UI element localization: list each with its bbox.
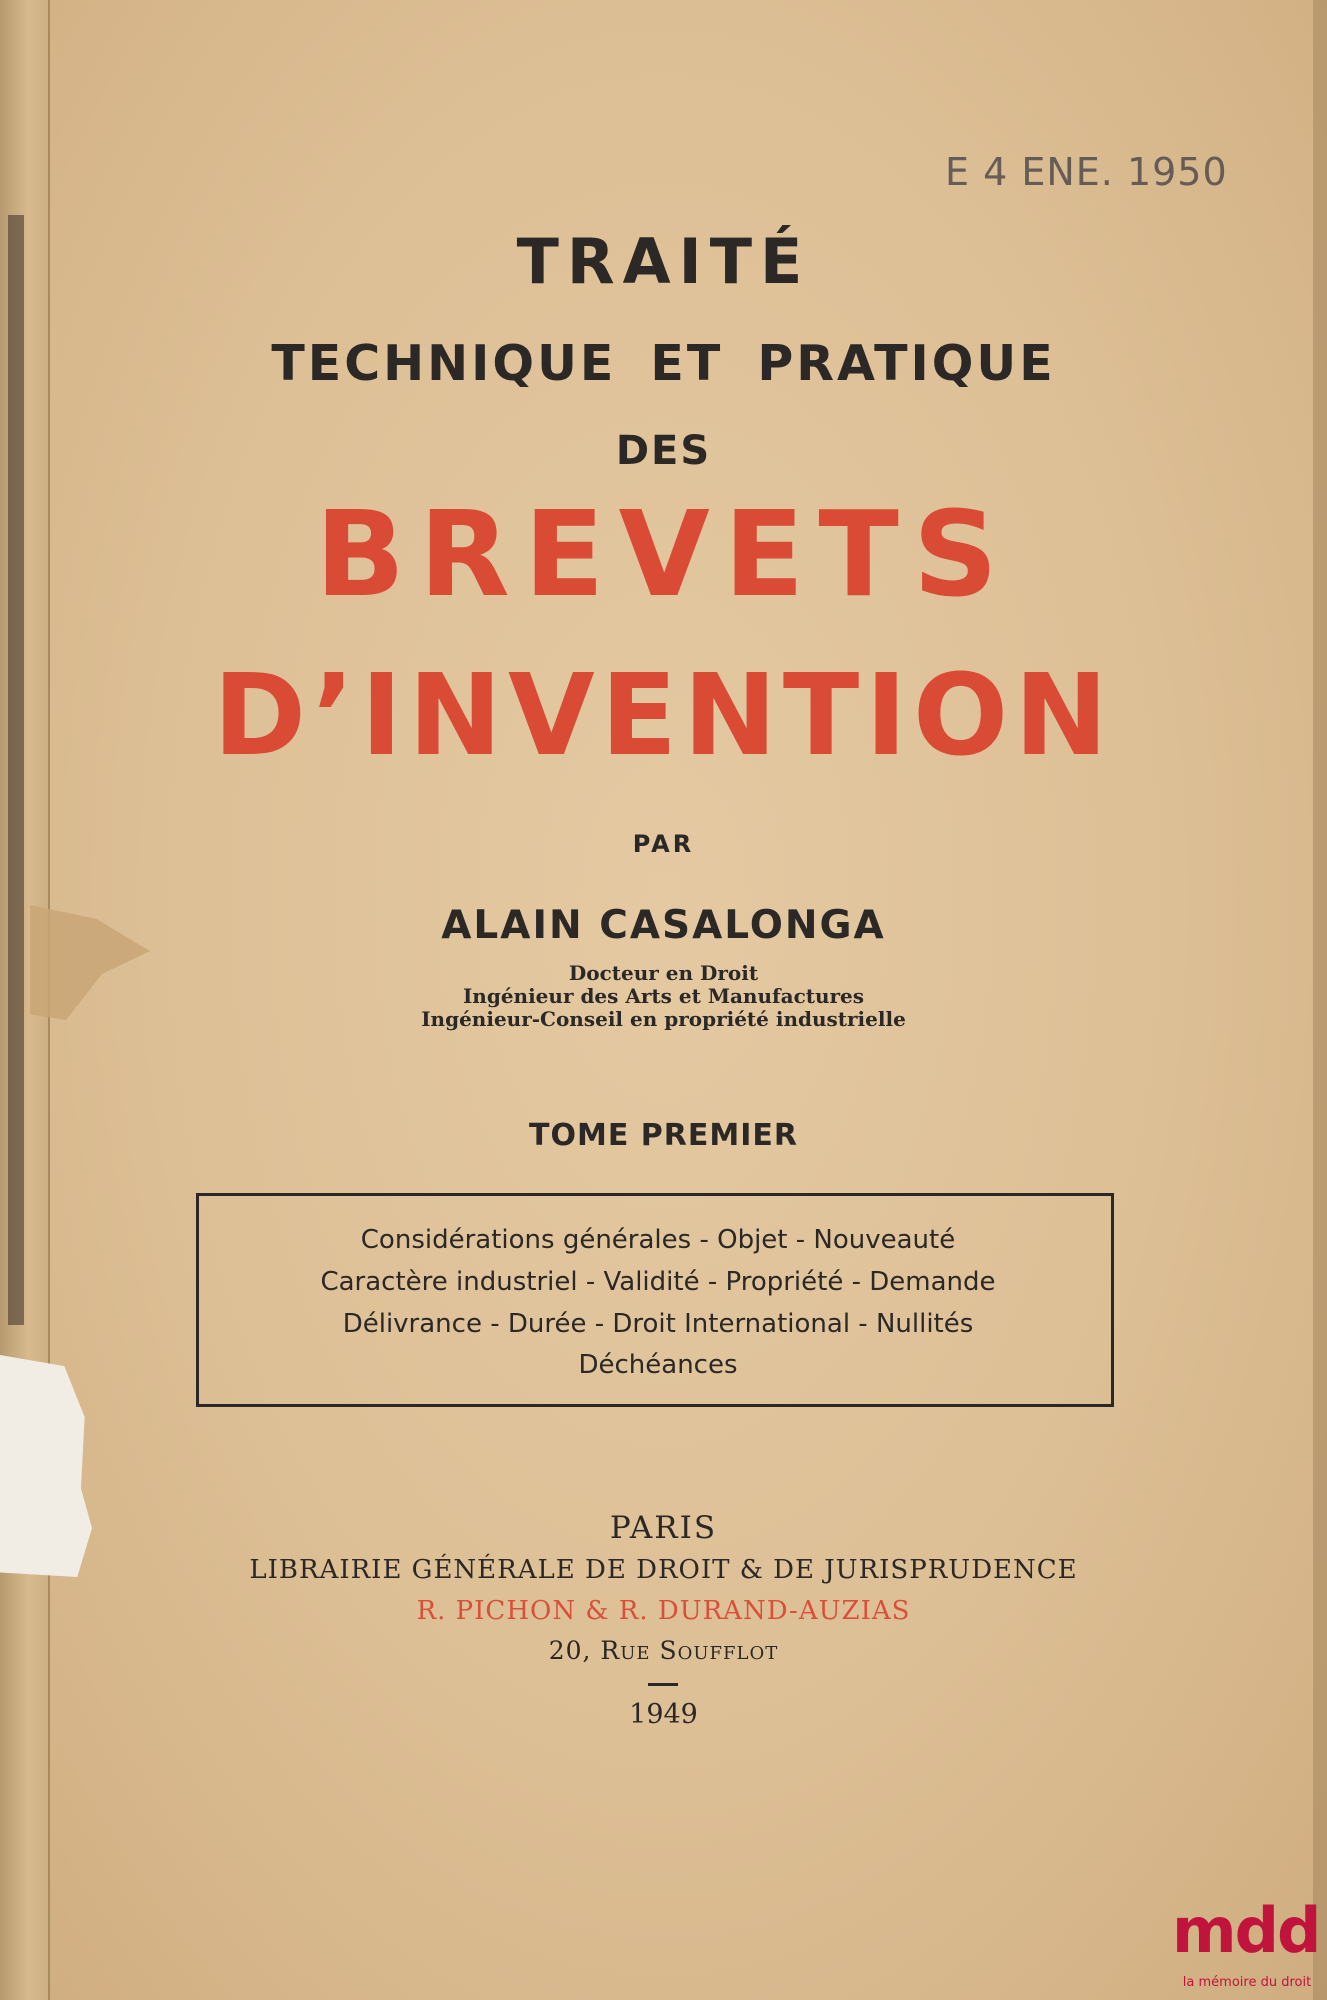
author-name: ALAIN CASALONGA	[441, 903, 886, 948]
topics-box	[196, 1193, 1114, 1407]
author-credential: Ingénieur des Arts et Manufactures	[462, 984, 865, 1008]
author-credential: Docteur en Droit	[568, 961, 759, 985]
date-stamp: E 4 ENE. 1950	[945, 150, 1228, 194]
title-invention: D’INVENTION	[213, 651, 1114, 781]
title-technique: TECHNIQUE ET PRATIQUE	[271, 335, 1056, 392]
publication-year: 1949	[629, 1699, 698, 1730]
title-brevets: BREVETS	[315, 485, 1012, 623]
topic-line: Délivrance - Durée - Droit International - Nullités	[342, 1309, 974, 1339]
title-traite: TRAITÉ	[516, 225, 811, 298]
topic-line: Caractère industriel - Validité - Propriété - Demande	[320, 1267, 996, 1297]
divider-rule	[648, 1683, 678, 1686]
publisher-city: PARIS	[609, 1510, 718, 1546]
publisher-library: LIBRAIRIE GÉNÉRALE DE DROIT & DE JURISPRUDENCE	[249, 1555, 1078, 1585]
volume-label: TOME PREMIER	[529, 1118, 798, 1153]
mdd-tagline: la mémoire du droit	[1182, 1975, 1312, 1990]
title-des: DES	[615, 428, 712, 474]
topic-line: Déchéances	[578, 1350, 738, 1380]
mdd-logo: mdd	[1172, 1894, 1320, 1967]
topic-line: Considérations générales - Objet - Nouveauté	[360, 1225, 956, 1255]
publisher-names: R. PICHON & R. DURAND-AUZIAS	[416, 1596, 911, 1626]
author-credential: Ingénieur-Conseil en propriété industrielle	[421, 1007, 906, 1031]
byline-par: PAR	[632, 830, 695, 858]
publisher-address: 20, Rue Soufflot	[548, 1636, 779, 1665]
